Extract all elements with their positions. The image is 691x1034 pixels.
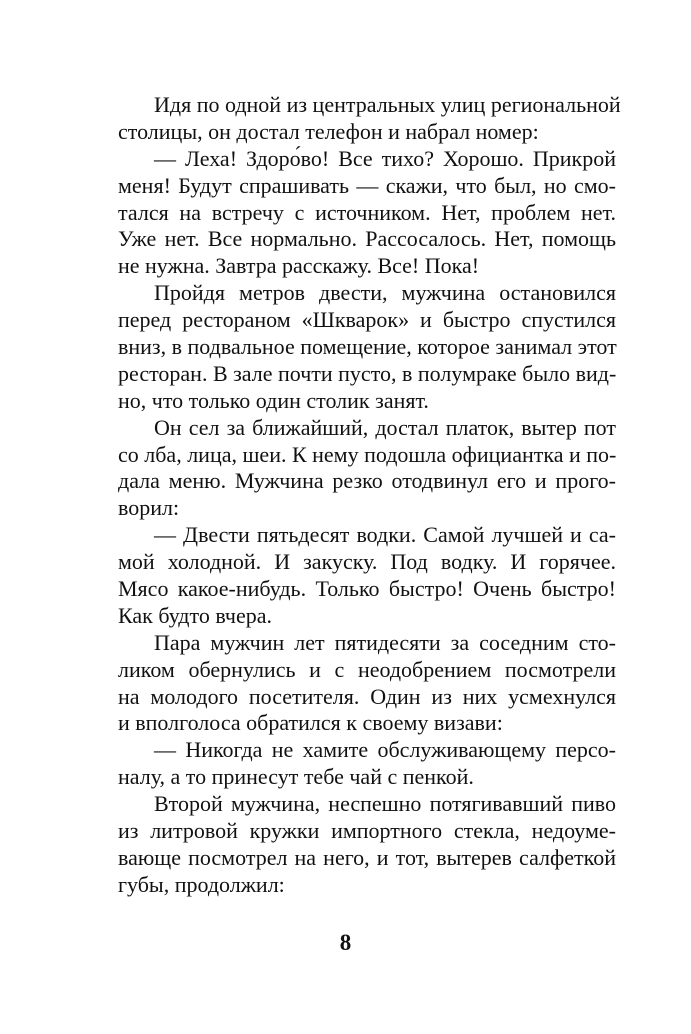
text-line: вниз, в подвальное помещение, которое занимал этот (118, 334, 617, 360)
text-line: вающе посмотрел на него, и тот, вытерев салфеткой (118, 844, 616, 870)
text-line: Как будто вчера. (118, 602, 272, 628)
text-line: со лба, лица, шеи. К нему подошла официантка и по- (118, 441, 617, 467)
text-line: меня! Будут спрашивать — скажи, что был, но смо- (118, 172, 616, 198)
text-line: ликом обернулись и с неодобрением посмотрели (118, 656, 616, 682)
text-line: не нужна. Завтра расскажу. Все! Пока! (118, 253, 480, 279)
text-line: Пройдя метров двести, мужчина остановился (154, 280, 616, 306)
text-line: Идя по одной из центральных улиц региональной (154, 92, 621, 117)
text-line: ворил: (118, 495, 180, 521)
text-line: — Леха! Здоро́во! Все тихо? Хорошо. Прикрой (154, 145, 616, 171)
page-number: 8 (339, 930, 352, 955)
text-line: Он сел за ближайший, достал платок, вытер пот (154, 414, 616, 440)
text-line: из литровой кружки импортного стекла, недоуме- (118, 818, 616, 844)
text-line: перед рестораном «Шкварок» и быстро спустился (118, 307, 616, 333)
text-line: на молодого посетителя. Один из них усмехнулся (118, 683, 616, 709)
text-line: Уже нет. Все нормально. Рассосалось. Нет, помощь (118, 226, 616, 252)
text-line: столицы, он достал телефон и набрал номер: (118, 118, 539, 144)
text-line: и вполголоса обратился к своему визави: (118, 710, 503, 736)
text-line: губы, продолжил: (118, 871, 285, 897)
text-line: Второй мужчина, неспешно потягивавший пиво (154, 791, 616, 817)
text-line: налу, а то принесут тебе чай с пенкой. (118, 764, 474, 790)
body-text (118, 92, 621, 899)
text-line: мой холодной. И закуску. Под водку. И горячее. (118, 549, 616, 575)
text-line: Мясо какое-нибудь. Только быстро! Очень быстро! (118, 576, 616, 602)
text-line: — Двести пятьдесят водки. Самой лучшей и са- (154, 522, 616, 548)
text-line: ресторан. В зале почти пусто, в полумраке было вид- (118, 360, 617, 386)
text-line: дала меню. Мужчина резко отодвинул его и прого- (118, 468, 616, 494)
text-line: Пара мужчин лет пятидесяти за соседним сто- (154, 629, 616, 655)
text-line: тался на встречу с источником. Нет, проблем нет. (118, 199, 616, 225)
text-line: но, что только один столик занят. (118, 387, 429, 413)
text-line: — Никогда не хамите обслуживающему персо- (154, 737, 616, 763)
